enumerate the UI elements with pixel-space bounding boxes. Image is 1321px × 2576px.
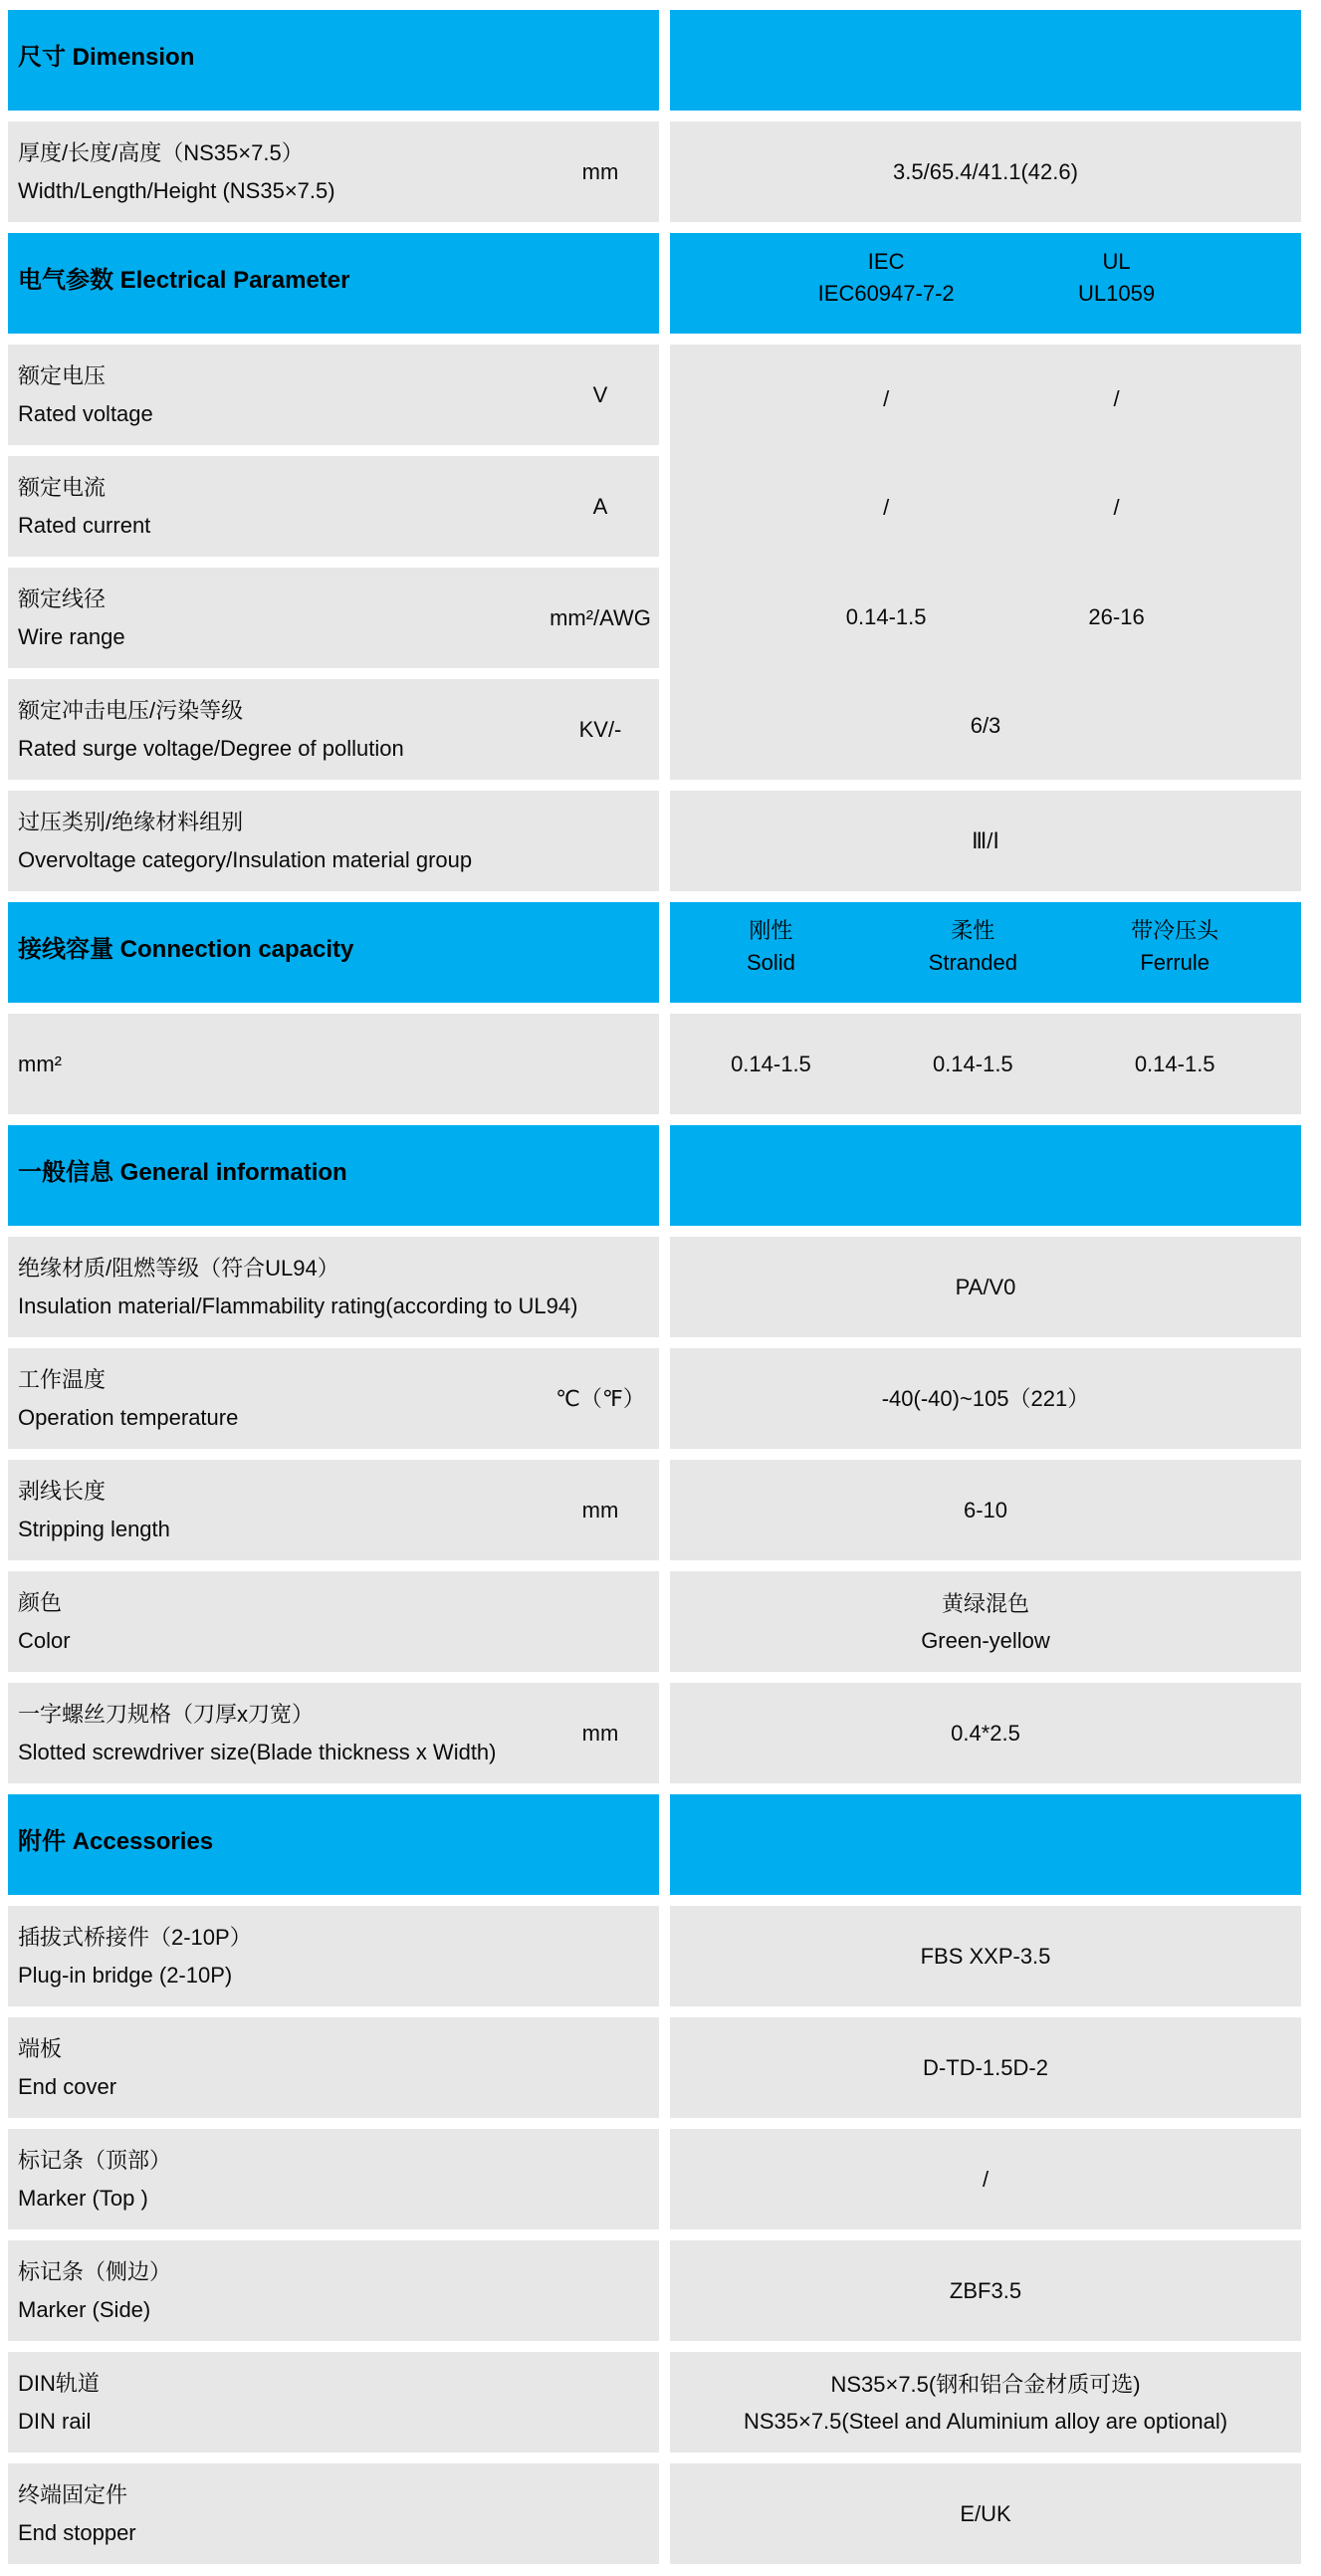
spec-label (18, 2030, 659, 2106)
table-row-dimension (8, 121, 1301, 222)
spec-label (18, 469, 542, 545)
section-header-row-connection (8, 902, 1301, 1003)
conductor-col-ferrule (1074, 915, 1276, 979)
spec-label-en: Rated current (18, 512, 151, 538)
spec-label-en: Rated surge voltage/Degree of pollution (18, 735, 404, 761)
spec-label-en: Marker (Side) (18, 2296, 151, 2322)
section-header-blank-general (670, 1125, 1301, 1226)
capacity-value-stranded: 0.14-1.5 (932, 1052, 1013, 1076)
section-title-electrical: 电气参数 Electrical Parameter (18, 267, 350, 294)
spec-label-en: Color (18, 1627, 71, 1653)
spec-value-cell: 6-10 (670, 1460, 1301, 1560)
table-row-bridge (8, 1906, 1301, 2006)
table-row-endcover (8, 2017, 1301, 2118)
spec-label-en: Slotted screwdriver size(Blade thickness x Width) (18, 1739, 497, 1764)
voltage-value-iec: / (883, 386, 890, 412)
spec-label-cell (8, 2129, 659, 2229)
spec-label-zh: 终端固定件 (18, 2481, 128, 2507)
spec-label-cell (8, 121, 659, 222)
section-title-accessories: 附件 Accessories (18, 1828, 214, 1855)
spec-label-cell (8, 2463, 659, 2564)
spec-label-en: End stopper (18, 2519, 136, 2545)
spec-label-cell-current (8, 456, 659, 557)
spec-label (18, 1046, 659, 1083)
spec-value-cell: / (670, 2129, 1301, 2229)
spec-label-zh: 剥线长度 (18, 1478, 107, 1504)
spec-label-zh: 过压类别/绝缘材料组别 (18, 809, 244, 834)
standard-col-ul (1001, 246, 1231, 310)
spec-label-zh: 颜色 (18, 1589, 63, 1615)
standard-ul-code: UL1059 (1078, 280, 1156, 306)
spec-label-cell (8, 2017, 659, 2118)
color-value-en: Green-yellow (921, 1627, 1050, 1653)
standard-iec-name: IEC (867, 248, 905, 274)
section-header-blank-dimension (670, 10, 1301, 111)
spec-unit: mm (581, 158, 619, 184)
spec-label (18, 134, 542, 210)
table-row-marker-top (8, 2129, 1301, 2229)
conductor-ferrule-en: Ferrule (1140, 949, 1211, 975)
spec-value-cell: 0.4*2.5 (670, 1683, 1301, 1783)
dinrail-value-zh: NS35×7.5(钢和铝合金材质可选) (830, 2371, 1141, 2397)
spec-label-cell (8, 1906, 659, 2006)
conductor-types-header-cell (670, 902, 1301, 1003)
spec-value-cell (670, 1571, 1301, 1672)
capacity-values-cell (670, 1014, 1301, 1114)
spec-label-zh: 额定电流 (18, 474, 107, 500)
section-header-blank-accessories (670, 1794, 1301, 1895)
spec-label-cell (8, 1014, 659, 1114)
spec-label (18, 581, 542, 656)
spec-value-cell: ZBF3.5 (670, 2240, 1301, 2341)
spec-label-en: End cover (18, 2073, 117, 2099)
section-header-row-dimension (8, 10, 1301, 111)
spec-label (18, 804, 659, 879)
spec-label (18, 692, 542, 768)
table-row-marker-side (8, 2240, 1301, 2341)
spec-label-cell-surge (8, 679, 659, 780)
spec-label (18, 357, 542, 433)
voltage-value-ul: / (1113, 386, 1120, 412)
spec-label-en: Plug-in bridge (2-10P) (18, 1962, 233, 1988)
spec-unit: A (592, 493, 608, 519)
spec-label-zh: 插拔式桥接件（2-10P） (18, 1924, 252, 1950)
section-title-cell-connection (8, 902, 659, 1003)
spec-label-cell-voltage (8, 345, 659, 445)
standards-header-cell (670, 233, 1301, 334)
section-title-cell-dimension (8, 10, 659, 111)
spec-label (18, 1584, 659, 1660)
spec-label-en: Rated voltage (18, 400, 153, 426)
section-header-row-electrical (8, 233, 1301, 334)
table-row-color (8, 1571, 1301, 1672)
spec-value-cell: -40(-40)~105（221） (670, 1348, 1301, 1449)
dinrail-value-en: NS35×7.5(Steel and Aluminium alloy are optional) (743, 2408, 1228, 2434)
spec-unit: mm²/AWG (550, 604, 651, 630)
spec-label-cell (8, 1571, 659, 1672)
spec-label-zh: 额定冲击电压/污染等级 (18, 697, 244, 723)
spec-label-cell (8, 1460, 659, 1560)
table-row-temperature (8, 1348, 1301, 1449)
standard-col-iec (771, 246, 1000, 310)
spec-unit: V (592, 381, 608, 407)
spec-label-cell (8, 1683, 659, 1783)
spec-label-en: Marker (Top ) (18, 2185, 148, 2211)
spec-label (18, 1473, 542, 1548)
spec-unit: ℃（℉） (555, 1385, 645, 1411)
spec-value-cell: 3.5/65.4/41.1(42.6) (670, 121, 1301, 222)
spec-label-en: Stripping length (18, 1516, 170, 1541)
section-title-connection: 接线容量 Connection capacity (18, 936, 354, 963)
surge-value: 6/3 (970, 712, 1001, 738)
spec-unit: KV/- (578, 716, 622, 742)
spec-label-en: Overvoltage category/Insulation material group (18, 846, 473, 872)
spec-label (18, 1250, 659, 1325)
wire-range-value-ul: 26-16 (1088, 603, 1145, 629)
spec-label (18, 1361, 542, 1437)
standard-ul-name: UL (1102, 248, 1131, 274)
electrical-values-cell (670, 345, 1301, 780)
table-row-overvoltage (8, 791, 1301, 891)
section-title-cell-accessories (8, 1794, 659, 1895)
spec-value-cell: FBS XXP-3.5 (670, 1906, 1301, 2006)
conductor-ferrule-zh: 带冷压头 (1131, 917, 1219, 943)
spec-label-zh: 工作温度 (18, 1366, 107, 1392)
spec-unit: mm (581, 1720, 619, 1746)
table-row-stripping (8, 1460, 1301, 1560)
spec-label-zh: 额定电压 (18, 362, 107, 388)
color-value-zh: 黄绿混色 (941, 1590, 1029, 1616)
section-header-row-general (8, 1125, 1301, 1226)
spec-label-en: Wire range (18, 623, 125, 649)
spec-label-zh: 额定线径 (18, 585, 107, 611)
conductor-stranded-zh: 柔性 (951, 917, 995, 943)
spec-label (18, 2142, 659, 2218)
spec-label-cell (8, 791, 659, 891)
section-header-row-accessories (8, 1794, 1301, 1895)
spec-label-zh: 一字螺丝刀规格（刀厚x刀宽） (18, 1701, 315, 1727)
spec-value-cell: Ⅲ/Ⅰ (670, 791, 1301, 891)
spec-label (18, 2365, 659, 2441)
section-title-cell-electrical (8, 233, 659, 334)
conductor-solid-en: Solid (746, 949, 795, 975)
spec-label-cell (8, 1348, 659, 1449)
spec-value-cell (670, 2352, 1301, 2453)
spec-label-en: DIN rail (18, 2408, 92, 2434)
electrical-rows-group (8, 345, 1301, 780)
spec-label-zh: 厚度/长度/高度（NS35×7.5） (18, 139, 304, 165)
standard-iec-code: IEC60947-7-2 (817, 280, 955, 306)
conductor-col-solid (670, 915, 872, 979)
table-row-endstopper (8, 2463, 1301, 2564)
conductor-solid-zh: 刚性 (749, 917, 793, 943)
spec-label-en: Operation temperature (18, 1404, 239, 1430)
section-title-cell-general (8, 1125, 659, 1226)
spec-label-unit: mm² (18, 1051, 62, 1076)
spec-label-cell (8, 2240, 659, 2341)
spec-label-zh: 标记条（侧边） (18, 2258, 172, 2284)
table-row-dinrail (8, 2352, 1301, 2453)
spec-label-cell (8, 1237, 659, 1337)
spec-value-cell: PA/V0 (670, 1237, 1301, 1337)
spec-label-zh: 绝缘材质/阻燃等级（符合UL94） (18, 1255, 339, 1281)
section-title-dimension: 尺寸 Dimension (18, 44, 195, 71)
spec-label-zh: DIN轨道 (18, 2370, 100, 2396)
spec-label-zh: 标记条（顶部） (18, 2147, 172, 2173)
spec-unit: mm (581, 1497, 619, 1522)
capacity-value-solid: 0.14-1.5 (731, 1052, 811, 1076)
conductor-stranded-en: Stranded (928, 949, 1017, 975)
wire-range-value-iec: 0.14-1.5 (845, 603, 927, 629)
spec-label-en: Width/Length/Height (NS35×7.5) (18, 177, 335, 203)
spec-label-cell-wire-range (8, 568, 659, 668)
spec-value-cell: E/UK (670, 2463, 1301, 2564)
spec-label-zh: 端板 (18, 2035, 63, 2061)
spec-label (18, 2476, 659, 2552)
table-row-screwdriver (8, 1683, 1301, 1783)
spec-label (18, 1919, 659, 1994)
spec-value-cell: D-TD-1.5D-2 (670, 2017, 1301, 2118)
conductor-col-stranded (872, 915, 1074, 979)
spec-label-cell (8, 2352, 659, 2453)
spec-label (18, 1696, 542, 1771)
capacity-value-ferrule: 0.14-1.5 (1134, 1052, 1215, 1076)
section-title-general: 一般信息 General information (18, 1159, 347, 1186)
spec-label-en: Insulation material/Flammability rating(according to UL94) (18, 1292, 578, 1318)
table-row-capacity (8, 1014, 1301, 1114)
current-value-ul: / (1113, 495, 1120, 521)
table-row-insulation (8, 1237, 1301, 1337)
spec-label (18, 2253, 659, 2329)
current-value-iec: / (883, 495, 890, 521)
